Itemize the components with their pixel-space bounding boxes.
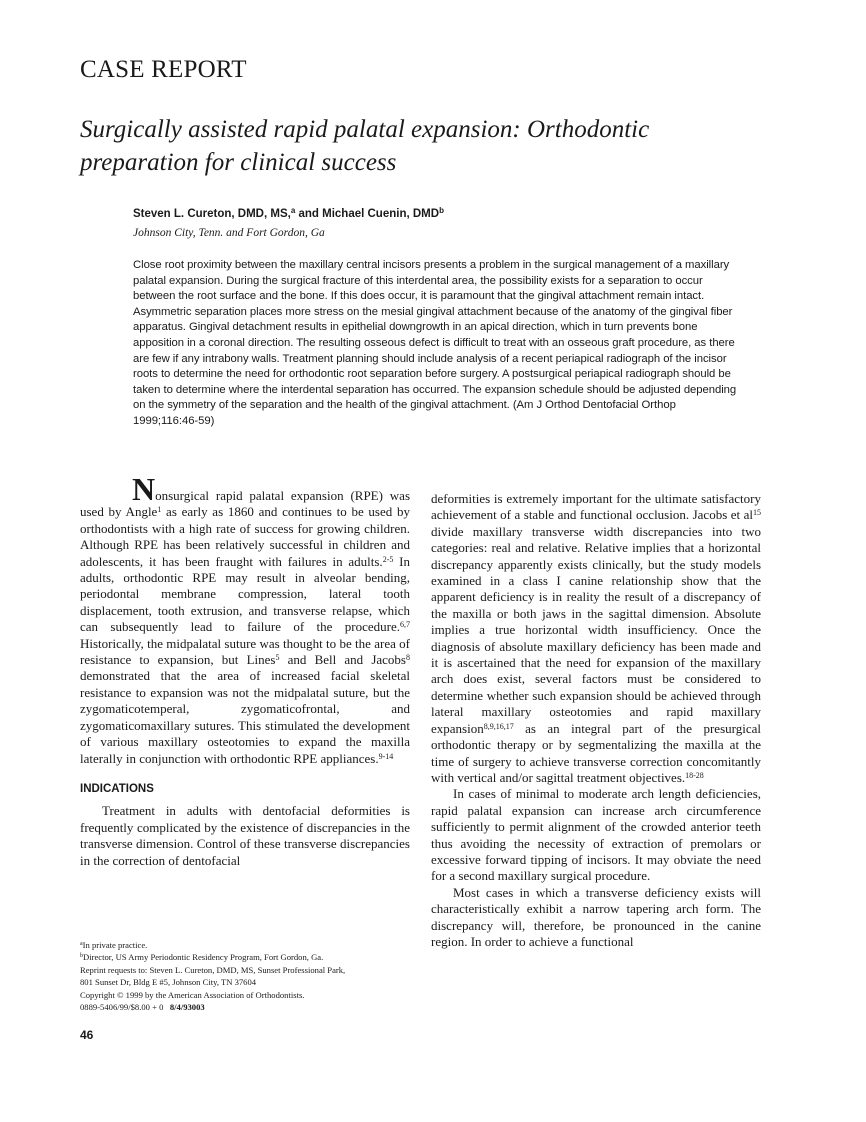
drop-cap: N: [132, 471, 156, 507]
arch-length-paragraph: In cases of minimal to moderate arch length deficiencies, rapid palatal expansion can increase arch circumference sufficiently to permit alignment of the crowded anterior teeth thus avoiding the necessity of extraction of premolars or excessive forward tipping of incisors. It may obviate the need for a second maxillary surgical procedure.: [431, 786, 761, 884]
author-name: Michael Cuenin, DMD: [322, 208, 440, 220]
citation: 8,9,16,17: [483, 721, 514, 731]
author-name: Steven L. Cureton, DMD, MS,: [133, 208, 291, 220]
section-heading-indications: INDICATIONS: [80, 782, 154, 795]
article-id: 8/4/93003: [169, 1002, 205, 1013]
footnote-b: $^b$Director, US Army Periodontic Residency Program, Fort Gordon, Ga.: [80, 952, 324, 963]
author-conjunction: and: [295, 208, 323, 220]
affiliation-mark: b: [439, 206, 444, 215]
abstract: Close root proximity between the maxillary central incisors presents a problem in the surgical management of a maxillary palatal expansion. During the surgical fracture of this interdental area, the possibility exists for a separation to occur between the root surface and the bone. If this does occur, it is paramount that the gingival attachment remain intact. Asymmetric separation places more stress on the mesial gingival attachment because of the anatomy of the gingival fiber apparatus. Gingival detachment results in epithelial downgrowth in an apical direction, which in turn prevents bone apposition in a coronal direction. The resulting osseous defect is difficult to treat with an osseous graft procedure, as there are few if any intrabony walls. Treatment planning should include analysis of a recent periapical radiograph of the incisor roots to determine the need for orthodontic root separation before surgery. A postsurgical periapical radiograph should be taken to determine where the interdental separation has occurred. The expansion schedule should be adjusted depending on the symmetry of the separation and the health of the gingival attachment. (Am J Orthod Dentofacial Orthop 1999;116:46-59): [133, 259, 737, 427]
body-column-left: [80, 471, 410, 869]
section-label: CASE REPORT: [80, 56, 247, 83]
indications-paragraph-start: Treatment in adults with dentofacial deformities is frequently complicated by the existence of discrepancies in the transverse dimension. Control of these transverse discrepancies in the correction of dentofacial: [80, 803, 410, 868]
citation: 1: [157, 505, 162, 515]
issn-line: 0889-5406/99/$8.00 + 0 8/4/93003: [80, 1002, 205, 1013]
citation: 6,7: [400, 620, 410, 630]
copyright: Copyright © 1999 by the American Association of Orthodontists.: [80, 989, 305, 1000]
citation: 15: [753, 508, 761, 518]
citation: 18-28: [685, 770, 704, 780]
article-title: Surgically assisted rapid palatal expansion: Orthodontic preparation for clinical success: [80, 116, 650, 176]
transverse-deficiency-paragraph: Most cases in which a transverse deficiency exists will characteristically exhibit a narrow tapering arch form. The discrepancy will, therefore, be pronounced in the canine region. In order to achieve a functional: [431, 884, 761, 949]
footnote-a: $^a$In private practice.: [80, 940, 148, 950]
affiliation-mark: a: [290, 206, 296, 215]
author-affiliation: Johnson City, Tenn. and Fort Gordon, Ga: [133, 227, 325, 239]
indications-paragraph-continued: deformities is extremely important for the ultimate satisfactory achievement of a stable and functional occlusion. Jacobs et $al^{15}$ divide maxillary transverse width discrepancies into two categories: real and relative. Relative implies that a horizontal discrepancy apparently exists clinically, but the study models examined in a class I canine relationship show that the apparent deficiency is in reality the result of a discrepancy of the maxilla or both jaws in the sagittal dimension. Absolute implies a true horizontal width insufficiency. Once the diagnosis of absolute maxillary deficiency has been made and it is ascertained that the need for expansion of the maxillary arch does exist, several factors must be considered to determine whether such expansion should be achieved through lateral maxillary osteotomies and rapid maxillary expansion$^{8,9,16,17}$ as an integral part of the presurgical orthodontic therapy or by segmentalizing the maxilla at the time of surgery to achieve transverse correction concomitantly with vertical and/or sagittal treatment objectives.$^{18-28}$: [431, 491, 761, 785]
author-line: [133, 208, 444, 220]
citation: 8: [405, 653, 410, 663]
footnotes: [80, 939, 420, 1013]
reprint-address: 801 Sunset Dr, Bldg E #5, Johnson City, TN 37604: [80, 977, 257, 988]
body-column-right: [431, 491, 761, 950]
citation: 5: [275, 653, 280, 663]
citation: 9-14: [378, 751, 394, 761]
intro-paragraph: Nonsurgical rapid palatal expansion (RPE) was used by Angle$^1$ as early as 1860 and continues to be used by orthodontists with a high rate of success for growing children. Although RPE has been relatively successful in children and adolescents, it has been fraught with failures in adults.$^{2-5}$ In adults, orthodontic RPE may result in alveolar bending, periodontal membrane compression, lateral tooth displacement, tooth extrusion, and transverse relapse, which can subsequently lead to failure of the procedure.$^{6,7}$ Historically, the midpalatal suture was thought to be the area of resistance to expansion, but Lines$^5$ and Bell and Jacobs$^8$ demonstrated that the area of increased facial skeletal resistance to expansion was not the midpalatal suture, but the zygomaticotemperal, zygomaticofrontal, and zygomaticomaxillary sutures. This stimulated the development of various maxillary osteotomies to expand the maxilla laterally in conjunction with orthodontic RPE appliances.$^{9-14}$: [80, 471, 410, 766]
citation: 2-5: [382, 554, 394, 564]
reprint-requests: Reprint requests to: Steven L. Cureton, DMD, MS, Sunset Professional Park,: [80, 964, 346, 975]
page-number: 46: [80, 1028, 94, 1042]
